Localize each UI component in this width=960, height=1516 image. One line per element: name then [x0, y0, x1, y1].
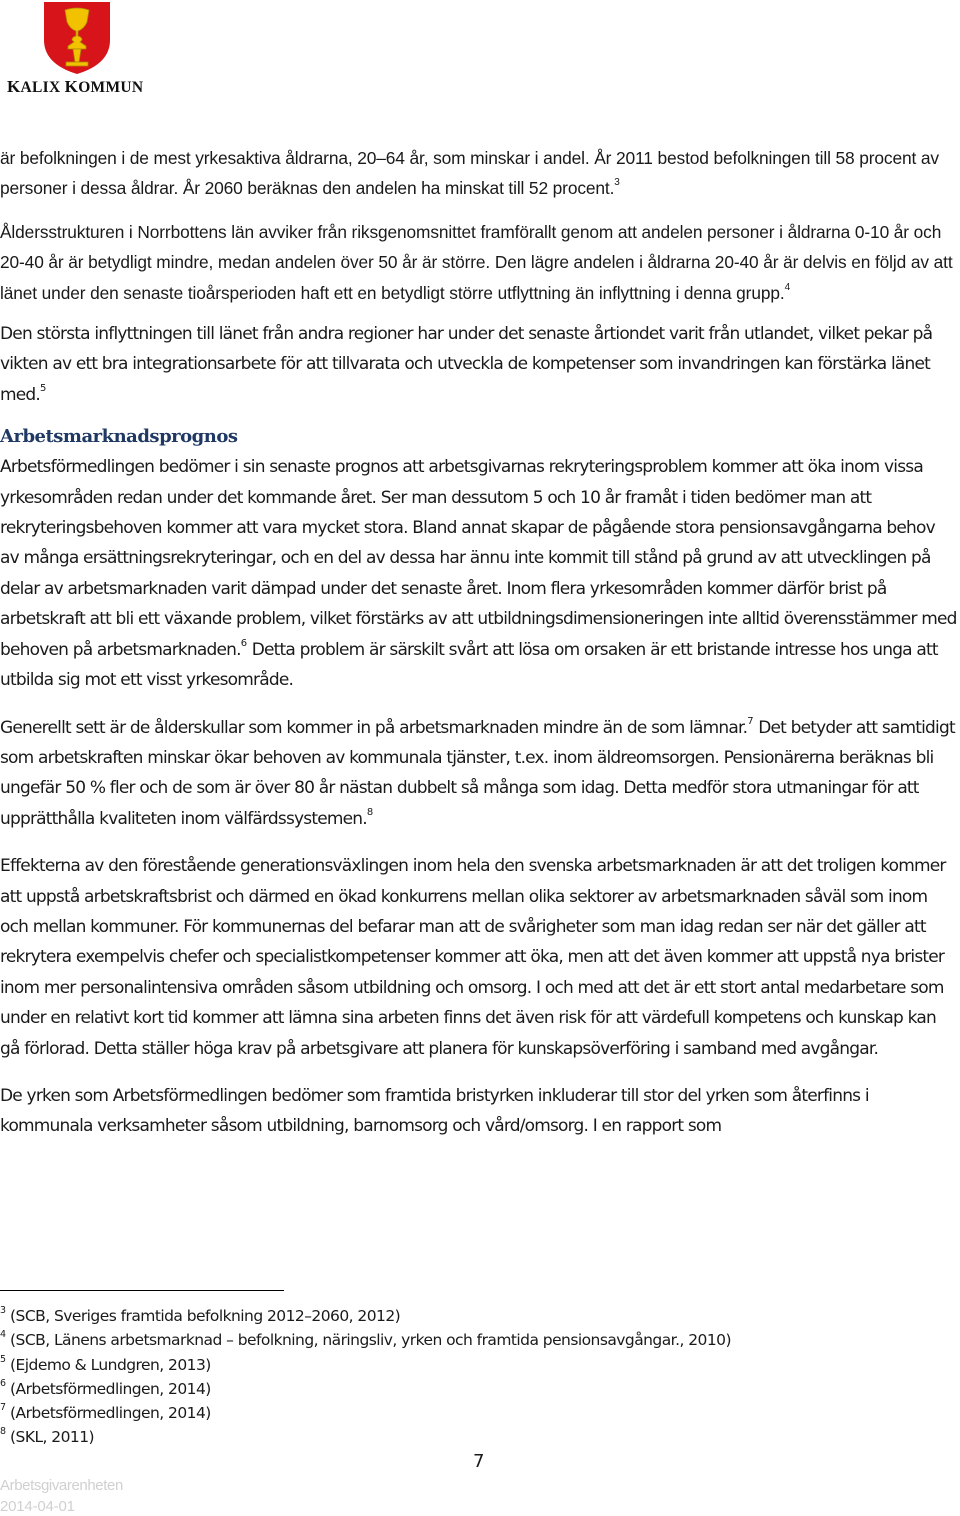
- kalix-kommun-logo: [4, 2, 154, 98]
- section-heading: Arbetsmarknadsprognos: [0, 426, 238, 448]
- footnote-separator: [0, 1290, 284, 1291]
- footnote: $^4$ (SCB, Länens arbetsmarknad – befolkning, näringsliv, yrken och framtida pensionsavgångar., 2010): [0, 1329, 731, 1350]
- footnote-reference: 5: [40, 382, 47, 394]
- paragraph: De yrken som Arbetsförmedlingen bedömer som framtida bristyrken inkluderar till stor del yrken som återfinns i kommunala verksamheter såsom utbildning, barnomsorg och vård/omsorg. I en rapport som: [0, 1085, 869, 1137]
- paragraph: Arbetsförmedlingen bedömer i sin senaste prognos att arbetsgivarnas rekryteringsproblem kommer att öka inom vissa yrkesområden redan under det kommande året. Ser man dessutom 5 och 10 år framåt i tiden bedömer man att rekryteringsbehoven kommer att vara mycket stora. Bland annat skapar de pågående stora pensionsavgångarna behov av många ersättningsrekryteringar, och en del av dessa har ännu inte kommit till stånd på grund av att utvecklingen på delar av arbetsmarknaden varit dämpad under det senaste året. Inom flera yrkesområden kommer därför brist på arbetskraft att bli ett växande problem, vilket förstärks av att utbildningsdimensioneringen inte alltid överensstämmer med behoven på arbetsmarknaden.$^6$ Detta problem är särskilt svårt att lösa om orsaken är ett bristande intresse hos unga att utbilda sig mot ett visst yrkesområde.: [0, 457, 957, 691]
- footer-date: 2014-04-01: [0, 1498, 75, 1515]
- footnote-reference: 8: [366, 806, 374, 818]
- footnote: $^5$ (Ejdemo & Lundgren, 2013): [0, 1353, 211, 1374]
- footnote: $^7$ (Arbetsförmedlingen, 2014): [0, 1402, 211, 1423]
- paragraph: är befolkningen i de mest yrkesaktiva åldrarna, 20–64 år, som minskar i andel. År 2011 bestod befolkningen till 58 procent av personer i dessa åldrar. År 2060 beräknas den andelen ha minskat till 52 procent.$^3$: [0, 148, 939, 199]
- paragraph: Generellt sett är de ålderskullar som kommer in på arbetsmarknaden mindre än de som lämnar.$^7$ Det betyder att samtidigt som arbetskraften minskar ökar behoven av kommunala tjänster, t.ex. inom äldreomsorgen. Pensionärerna beräknas bli ungefär 50 % fler och de som är över 80 år nästan dubbelt så många som idag. Detta medför stora utmaningar för att upprätthålla kvaliteten inom välfärdssystemen.$^8$: [0, 715, 955, 829]
- footnote-reference: 6: [240, 637, 248, 649]
- footnote-reference: 7: [747, 715, 754, 727]
- paragraph: Åldersstrukturen i Norrbottens län avviker från riksgenomsnittet framförallt genom att andelen personer i åldrarna 0-10 år och 20-40 år är betydligt mindre, medan andelen över 50 år är större. Den lägre andelen i åldrarna 20-40 år är delvis en följd av att länet under den senaste tioårsperioden haft ett en betydligt större utflyttning än inflyttning i denna grupp.$^4$: [0, 221, 953, 303]
- logo-wordmark: KALIX KOMMUN: [7, 77, 144, 96]
- footnotes: [0, 1304, 958, 1450]
- document-body: [0, 143, 958, 1159]
- paragraph: Effekterna av den förestående generationsväxlingen inom hela den svenska arbetsmarknaden är att det troligen kommer att uppstå arbetskraftsbrist och därmed en ökad konkurrens mellan olika sektorer av arbetsmarknaden såväl som inom och mellan kommuner. För kommunernas del befarar man att de svårigheter som man idag redan ser när det gäller att rekrytera exempelvis chefer och specialistkompetenser kommer att öka, men att det även kommer att uppstå nya brister inom mer personalintensiva områden såsom utbildning och omsorg. I och med att det är ett stort antal medarbetare som under en relativt kort tid kommer att lämna sina arbeten finns det även risk för att värdefull kompetens och kunskap kan gå förlorad. Detta ställer höga krav på arbetsgivare att planera för kunskapsöverföring i samband med avgångar.: [0, 856, 946, 1059]
- footnote: $^8$ (SKL, 2011): [0, 1426, 95, 1447]
- page-number: 7: [473, 1451, 485, 1472]
- paragraph: Den största inflyttningen till länet från andra regioner har under det senaste årtiondet varit från utlandet, vilket pekar på vikten av ett bra integrationsarbete för att tillvarata och utveckla de kompetenser som invandringen kan förstärka länet med.$^5$: [0, 324, 933, 405]
- footnote-reference: 4: [784, 281, 791, 293]
- footnote: $^3$ (SCB, Sveriges framtida befolkning 2012–2060, 2012): [0, 1305, 401, 1325]
- footnote-reference: 3: [614, 177, 620, 189]
- footer-department: Arbetsgivarenheten: [0, 1477, 123, 1494]
- footnote: $^6$ (Arbetsförmedlingen, 2014): [0, 1377, 211, 1398]
- coat-of-arms-icon: [42, 2, 112, 74]
